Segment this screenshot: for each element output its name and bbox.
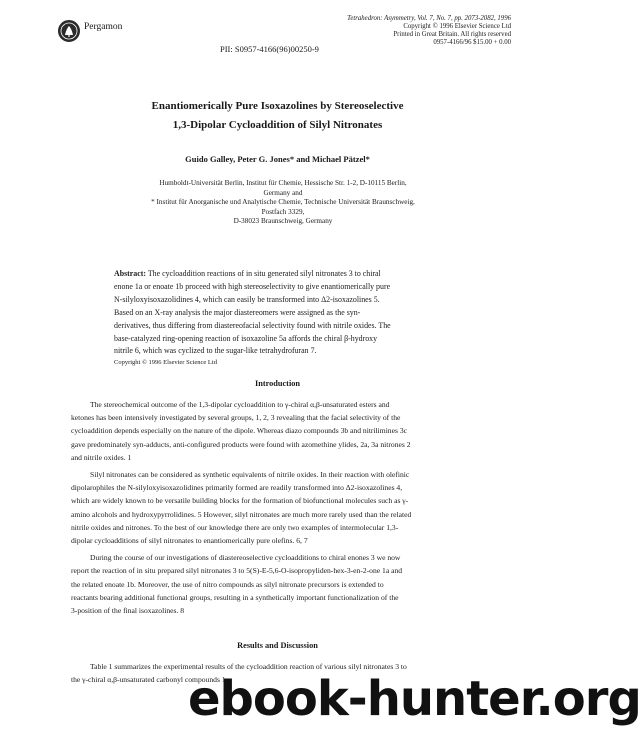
journal-line: Tetrahedron: Asymmetry, Vol. 7, No. 7, pp. 2073-2082, 1996 xyxy=(347,15,511,22)
body-line: which are widely known to be versatile building blocks for the formation of biofunctional molecules such as γ- xyxy=(71,496,409,506)
body-line: and nitrile oxides. 1 xyxy=(71,452,132,462)
results-heading: Results and Discussion xyxy=(237,641,318,650)
body-line: dipolar cycloadditions of silyl nitronates to enantiomerically pure olefins. 6, 7 xyxy=(71,536,308,546)
abstract-line xyxy=(114,268,440,281)
body-line: dipolarophiles the N-silyloxyisoxazolidines primarily formed are readily transformed into Δ2-isoxazolines 4, xyxy=(71,483,403,493)
body-line: reactants bearing additional functional groups, resulting in a synthetically important functionalization of the xyxy=(71,592,399,602)
introduction-body xyxy=(71,398,484,617)
abstract-line: base-catalyzed ring-opening reaction of isoxazoline 5a affords the chiral β-hydroxy xyxy=(114,333,378,343)
title-line: 1,3-Dipolar Cycloaddition of Silyl Nitronates xyxy=(172,119,383,131)
title-line: Enantiomerically Pure Isoxazolines by Stereoselective xyxy=(151,100,404,112)
body-line: The stereochemical outcome of the 1,3-dipolar cycloaddition to γ-chiral α,β-unsaturated esters and xyxy=(90,400,390,409)
body-line: report the reaction of in situ prepared silyl nitronates 3 to 5(S)-E-5,6-O-isopropyliden-hex-3-en-2-one 1a and xyxy=(71,566,403,576)
affiliation-line: Humboldt-Universität Berlin, Institut für Chemie, Hessische Str. 1-2, D-10115 Berlin, Germany and xyxy=(159,179,407,197)
body-line: the γ-chiral α,β-unsaturated carbonyl compounds 1. xyxy=(71,675,228,685)
body-line: During the course of our investigations of diastereoselective cycloadditions to chiral enones 3 we now xyxy=(90,553,401,563)
pii-identifier: PII: S0957-4166(96)00250-9 xyxy=(220,44,319,54)
abstract-line: derivatives, thus differing from diastereofacial selectivity found with nitrile oxides. The xyxy=(114,320,391,330)
body-line: nitrile oxides and nitrones. To the best of our knowledge there are only two examples of intermolecular 1,3- xyxy=(71,522,399,532)
body-line: gave predominately syn-adducts, anti-configured products were found with azomethine ylides, 2a, 3a nitrones 2 xyxy=(71,439,411,449)
journal-line: 0957-4166/96 $15.00 + 0.00 xyxy=(433,39,511,46)
publisher-logo-icon xyxy=(58,20,80,42)
affiliations xyxy=(148,179,418,227)
introduction-heading: Introduction xyxy=(254,379,301,388)
abstract-line: N-silyloxyisoxazolidines 4, which can easily be transformed into Δ2-isoxazolines 5. xyxy=(114,294,380,304)
body-line: the related enoate 1b. Moreover, the use of nitro compounds as silyl nitronate precursors is extended to xyxy=(71,579,384,589)
body-line: ketones has been intensively investigated by several groups, 1, 2, 3 revealing that the facial selectivity of the xyxy=(71,413,401,423)
body-line: cycloaddition depends especially on the nature of the dipole. Whereas diazo compounds 3b and nitrilimines 3c xyxy=(71,426,407,436)
author-list: Guido Galley, Peter G. Jones* and Michael Pätzel* xyxy=(185,154,370,164)
abstract-line: enone 1a or enoate 1b proceed with high stereoselectivity to give enantiomerically pure xyxy=(114,281,391,291)
abstract-copyright: Copyright © 1996 Elsevier Science Ltd xyxy=(114,359,217,367)
affiliation-line: D-38023 Braunschweig, Germany xyxy=(233,217,333,225)
abstract-label: Abstract: xyxy=(114,269,146,278)
article-title xyxy=(60,97,495,135)
abstract-text: The cycloaddition reactions of in situ generated silyl nitronates 3 to chiral xyxy=(146,269,381,278)
publisher-name: Pergamon xyxy=(84,22,123,32)
body-line: Table 1 summarizes the experimental results of the cycloaddition reaction of various silyl nitronates 3 to xyxy=(90,662,407,671)
abstract xyxy=(114,268,440,368)
journal-line: Copyright © 1996 Elsevier Science Ltd xyxy=(403,23,511,30)
abstract-line: nitrile 6, which was cyclized to the sugar-like tetrahydrofuran 7. xyxy=(114,346,317,356)
journal-line: Printed in Great Britain. All rights reserved xyxy=(393,31,511,38)
affiliation-line: * Institut für Anorganische und Analytische Chemie, Technische Universität Braunschweig, Postfach 3329, xyxy=(151,198,415,216)
body-line: amino alcohols and hydroxypyrrolidines. 5 However, silyl nitronates are much more rarely used than the related xyxy=(71,509,412,519)
watermark-text: ebook-hunter.org xyxy=(188,671,641,727)
abstract-line: Based on an X-ray analysis the major diastereomers were assigned as the syn- xyxy=(114,307,361,317)
journal-citation xyxy=(251,15,511,47)
body-line: 3-position of the final isoxazolines. 8 xyxy=(71,606,185,616)
body-line: Silyl nitronates can be considered as synthetic equivalents of nitrile oxides. In their reaction with olefinic xyxy=(90,470,410,480)
